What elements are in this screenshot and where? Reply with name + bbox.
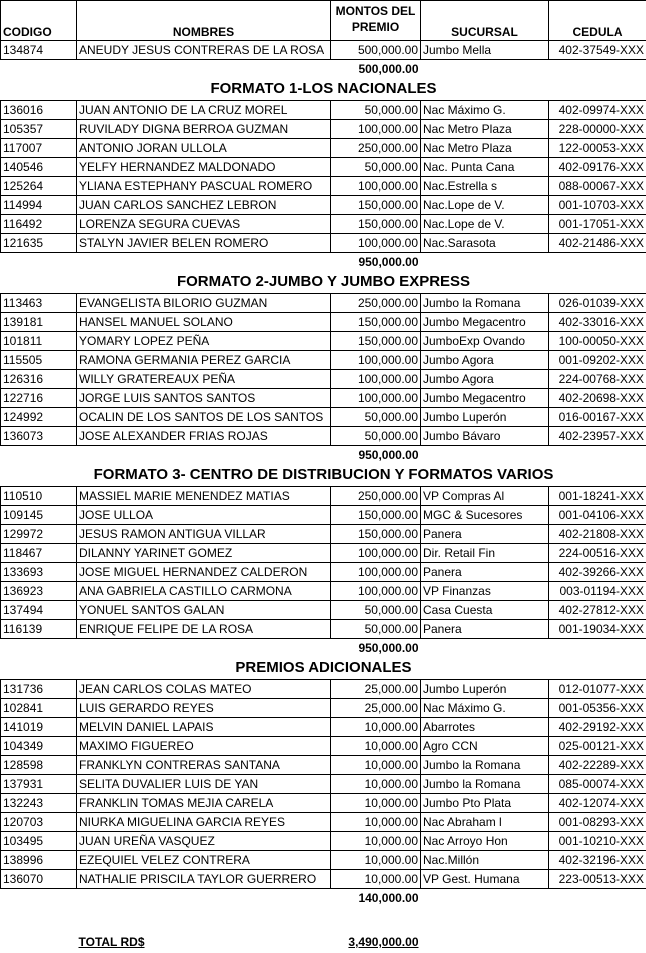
subtotal-empty bbox=[77, 60, 331, 79]
table-row bbox=[1, 120, 646, 139]
section-title-row bbox=[1, 78, 646, 101]
codigo-cell: 129972 bbox=[1, 525, 77, 544]
monto-cell: 25,000.00 bbox=[331, 699, 421, 718]
table-row bbox=[1, 544, 646, 563]
subtotal-value: 140,000.00 bbox=[358, 891, 419, 905]
codigo-cell: 122716 bbox=[1, 389, 77, 408]
cedula-cell: 001-18241-XXX bbox=[549, 487, 646, 506]
monto-cell: 500,000.00 bbox=[331, 41, 421, 60]
header-cedula: CEDULA bbox=[549, 1, 646, 41]
codigo-cell: 131736 bbox=[1, 680, 77, 699]
codigo-cell: 114994 bbox=[1, 196, 77, 215]
spacer-cell bbox=[1, 907, 646, 933]
sucursal-cell: Agro CCN bbox=[421, 737, 549, 756]
cedula-cell: 001-10210-XXX bbox=[549, 832, 646, 851]
codigo-cell: 101811 bbox=[1, 332, 77, 351]
table-row bbox=[1, 370, 646, 389]
sucursal-cell: Jumbo Agora bbox=[421, 351, 549, 370]
sucursal-cell: Nac Abraham l bbox=[421, 813, 549, 832]
subtotal-empty bbox=[421, 446, 549, 465]
nombre-cell: RUVILADY DIGNA BERROA GUZMAN bbox=[77, 120, 331, 139]
codigo-cell: 139181 bbox=[1, 313, 77, 332]
monto-cell: 100,000.00 bbox=[331, 563, 421, 582]
codigo-cell: 138996 bbox=[1, 851, 77, 870]
cedula-cell: 402-27812-XXX bbox=[549, 601, 646, 620]
monto-cell: 100,000.00 bbox=[331, 351, 421, 370]
total-empty bbox=[421, 933, 549, 951]
total-empty bbox=[1, 933, 77, 951]
table-row bbox=[1, 294, 646, 313]
sucursal-cell: Jumbo Megacentro bbox=[421, 389, 549, 408]
nombre-cell: RAMONA GERMANIA PEREZ GARCIA bbox=[77, 351, 331, 370]
sucursal-cell: Casa Cuesta bbox=[421, 601, 549, 620]
monto-cell: 50,000.00 bbox=[331, 101, 421, 120]
monto-cell: 50,000.00 bbox=[331, 601, 421, 620]
cedula-cell: 402-12074-XXX bbox=[549, 794, 646, 813]
section-title: FORMATO 2-JUMBO Y JUMBO EXPRESS bbox=[176, 273, 471, 290]
codigo-cell: 141019 bbox=[1, 718, 77, 737]
monto-cell: 150,000.00 bbox=[331, 313, 421, 332]
monto-cell: 150,000.00 bbox=[331, 196, 421, 215]
codigo-cell: 116492 bbox=[1, 215, 77, 234]
table-row bbox=[1, 620, 646, 639]
section-title: PREMIOS ADICIONALES bbox=[235, 659, 412, 676]
cedula-cell: 402-33016-XXX bbox=[549, 313, 646, 332]
subtotal-empty bbox=[549, 446, 646, 465]
nombre-cell: ENRIQUE FELIPE DE LA ROSA bbox=[77, 620, 331, 639]
monto-cell: 100,000.00 bbox=[331, 544, 421, 563]
subtotal-row bbox=[1, 446, 646, 465]
header-montos bbox=[331, 1, 421, 41]
cedula-cell: 100-00050-XXX bbox=[549, 332, 646, 351]
subtotal-empty bbox=[549, 639, 646, 658]
nombre-cell: JUAN CARLOS SANCHEZ LEBRON bbox=[77, 196, 331, 215]
section-title: FORMATO 1-LOS NACIONALES bbox=[210, 80, 437, 97]
cedula-cell: 001-09202-XXX bbox=[549, 351, 646, 370]
nombre-cell: LORENZA SEGURA CUEVAS bbox=[77, 215, 331, 234]
sucursal-cell: Jumbo Luperón bbox=[421, 408, 549, 427]
monto-cell: 50,000.00 bbox=[331, 158, 421, 177]
cedula-cell: 025-00121-XXX bbox=[549, 737, 646, 756]
nombre-cell: WILLY GRATEREAUX PEÑA bbox=[77, 370, 331, 389]
nombre-cell: JORGE LUIS SANTOS SANTOS bbox=[77, 389, 331, 408]
codigo-cell: 136016 bbox=[1, 101, 77, 120]
nombre-cell: HANSEL MANUEL SOLANO bbox=[77, 313, 331, 332]
subtotal-value: 500,000.00 bbox=[358, 62, 419, 76]
spacer-row bbox=[1, 907, 646, 933]
subtotal-empty bbox=[77, 639, 331, 658]
cedula-cell: 402-39266-XXX bbox=[549, 563, 646, 582]
cedula-cell: 402-09176-XXX bbox=[549, 158, 646, 177]
table-row bbox=[1, 870, 646, 889]
monto-cell: 25,000.00 bbox=[331, 680, 421, 699]
header-nombres: NOMBRES bbox=[77, 1, 331, 41]
table-row bbox=[1, 139, 646, 158]
monto-cell: 50,000.00 bbox=[331, 427, 421, 446]
nombre-cell: YLIANA ESTEPHANY PASCUAL ROMERO bbox=[77, 177, 331, 196]
cedula-cell: 402-29192-XXX bbox=[549, 718, 646, 737]
codigo-cell: 121635 bbox=[1, 234, 77, 253]
monto-cell: 10,000.00 bbox=[331, 813, 421, 832]
codigo-cell: 126316 bbox=[1, 370, 77, 389]
table-row bbox=[1, 601, 646, 620]
subtotal-empty bbox=[1, 253, 77, 272]
cedula-cell: 088-00067-XXX bbox=[549, 177, 646, 196]
sucursal-cell: Jumbo Pto Plata bbox=[421, 794, 549, 813]
sucursal-cell: Nac Metro Plaza bbox=[421, 139, 549, 158]
monto-cell: 100,000.00 bbox=[331, 389, 421, 408]
subtotal-empty bbox=[549, 889, 646, 908]
cedula-cell: 402-09974-XXX bbox=[549, 101, 646, 120]
nombre-cell: OCALIN DE LOS SANTOS DE LOS SANTOS bbox=[77, 408, 331, 427]
table-row bbox=[1, 427, 646, 446]
nombre-cell: YELFY HERNANDEZ MALDONADO bbox=[77, 158, 331, 177]
table-row bbox=[1, 41, 646, 60]
monto-cell: 10,000.00 bbox=[331, 775, 421, 794]
section-title-row bbox=[1, 464, 646, 487]
monto-cell: 100,000.00 bbox=[331, 177, 421, 196]
codigo-cell: 118467 bbox=[1, 544, 77, 563]
cedula-cell: 228-00000-XXX bbox=[549, 120, 646, 139]
sucursal-cell: VP Compras Al bbox=[421, 487, 549, 506]
table-row bbox=[1, 351, 646, 370]
monto-cell: 10,000.00 bbox=[331, 851, 421, 870]
codigo-cell: 115505 bbox=[1, 351, 77, 370]
codigo-cell: 116139 bbox=[1, 620, 77, 639]
total-value: 3,490,000.00 bbox=[348, 935, 419, 949]
codigo-cell: 136073 bbox=[1, 427, 77, 446]
subtotal-value: 950,000.00 bbox=[358, 255, 419, 269]
subtotal-row bbox=[1, 253, 646, 272]
table-row bbox=[1, 487, 646, 506]
cedula-cell: 016-00167-XXX bbox=[549, 408, 646, 427]
header-sucursal: SUCURSAL bbox=[421, 1, 549, 41]
nombre-cell: STALYN JAVIER BELEN ROMERO bbox=[77, 234, 331, 253]
sucursal-cell: Jumbo la Romana bbox=[421, 294, 549, 313]
subtotal-empty bbox=[77, 446, 331, 465]
monto-cell: 10,000.00 bbox=[331, 737, 421, 756]
nombre-cell: FRANKLYN CONTRERAS SANTANA bbox=[77, 756, 331, 775]
subtotal-value: 950,000.00 bbox=[358, 641, 419, 655]
subtotal-empty bbox=[421, 60, 549, 79]
subtotal-empty bbox=[549, 253, 646, 272]
subtotal-empty bbox=[1, 60, 77, 79]
table-row bbox=[1, 794, 646, 813]
nombre-cell: JUAN UREÑA VASQUEZ bbox=[77, 832, 331, 851]
table-row bbox=[1, 313, 646, 332]
total-label: TOTAL RD$ bbox=[78, 935, 145, 949]
nombre-cell: LUIS GERARDO REYES bbox=[77, 699, 331, 718]
cedula-cell: 003-01194-XXX bbox=[549, 582, 646, 601]
subtotal-empty bbox=[1, 639, 77, 658]
table-row bbox=[1, 177, 646, 196]
table-row bbox=[1, 699, 646, 718]
table-row bbox=[1, 215, 646, 234]
monto-cell: 50,000.00 bbox=[331, 408, 421, 427]
table-row bbox=[1, 506, 646, 525]
nombre-cell: MAXIMO FIGUEREO bbox=[77, 737, 331, 756]
nombre-cell: EZEQUIEL VELEZ CONTRERA bbox=[77, 851, 331, 870]
table-row bbox=[1, 832, 646, 851]
sucursal-cell: JumboExp Ovando bbox=[421, 332, 549, 351]
subtotal-empty bbox=[1, 889, 77, 908]
sucursal-cell: Dir. Retail Fin bbox=[421, 544, 549, 563]
subtotal-empty bbox=[549, 60, 646, 79]
sucursal-cell: Nac.Sarasota bbox=[421, 234, 549, 253]
nombre-cell: JUAN ANTONIO DE LA CRUZ MOREL bbox=[77, 101, 331, 120]
cedula-cell: 224-00516-XXX bbox=[549, 544, 646, 563]
codigo-cell: 132243 bbox=[1, 794, 77, 813]
sucursal-cell: Jumbo la Romana bbox=[421, 756, 549, 775]
sucursal-cell: Jumbo Mella bbox=[421, 41, 549, 60]
codigo-cell: 133693 bbox=[1, 563, 77, 582]
sucursal-cell: Nac Metro Plaza bbox=[421, 120, 549, 139]
table-row bbox=[1, 234, 646, 253]
table-row bbox=[1, 582, 646, 601]
monto-cell: 100,000.00 bbox=[331, 234, 421, 253]
cedula-cell: 402-21808-XXX bbox=[549, 525, 646, 544]
codigo-cell: 117007 bbox=[1, 139, 77, 158]
table-row bbox=[1, 756, 646, 775]
sucursal-cell: Nac.Estrella s bbox=[421, 177, 549, 196]
codigo-cell: 105357 bbox=[1, 120, 77, 139]
cedula-cell: 402-22289-XXX bbox=[549, 756, 646, 775]
cedula-cell: 012-01077-XXX bbox=[549, 680, 646, 699]
sucursal-cell: Nac.Millón bbox=[421, 851, 549, 870]
cedula-cell: 223-00513-XXX bbox=[549, 870, 646, 889]
nombre-cell: JEAN CARLOS COLAS MATEO bbox=[77, 680, 331, 699]
cedula-cell: 402-20698-XXX bbox=[549, 389, 646, 408]
monto-cell: 100,000.00 bbox=[331, 120, 421, 139]
monto-cell: 150,000.00 bbox=[331, 332, 421, 351]
sucursal-cell: Jumbo Agora bbox=[421, 370, 549, 389]
codigo-cell: 128598 bbox=[1, 756, 77, 775]
cedula-cell: 001-17051-XXX bbox=[549, 215, 646, 234]
monto-cell: 250,000.00 bbox=[331, 139, 421, 158]
sucursal-cell: Jumbo Bávaro bbox=[421, 427, 549, 446]
nombre-cell: ANTONIO JORAN ULLOLA bbox=[77, 139, 331, 158]
table-row bbox=[1, 158, 646, 177]
table-row bbox=[1, 101, 646, 120]
monto-cell: 50,000.00 bbox=[331, 620, 421, 639]
nombre-cell: YONUEL SANTOS GALAN bbox=[77, 601, 331, 620]
sucursal-cell: VP Gest. Humana bbox=[421, 870, 549, 889]
total-row bbox=[1, 933, 646, 951]
subtotal-empty bbox=[421, 639, 549, 658]
nombre-cell: NIURKA MIGUELINA GARCIA REYES bbox=[77, 813, 331, 832]
subtotal-row bbox=[1, 889, 646, 908]
header-montos-line2: PREMIO bbox=[351, 20, 400, 34]
codigo-cell: 104349 bbox=[1, 737, 77, 756]
nombre-cell: MASSIEL MARIE MENENDEZ MATIAS bbox=[77, 487, 331, 506]
cedula-cell: 224-00768-XXX bbox=[549, 370, 646, 389]
sucursal-cell: Nac.Lope de V. bbox=[421, 215, 549, 234]
table-row bbox=[1, 718, 646, 737]
cedula-cell: 402-37549-XXX bbox=[549, 41, 646, 60]
table-row bbox=[1, 408, 646, 427]
subtotal-row bbox=[1, 639, 646, 658]
table-row bbox=[1, 775, 646, 794]
monto-cell: 10,000.00 bbox=[331, 794, 421, 813]
table-row bbox=[1, 737, 646, 756]
codigo-cell: 120703 bbox=[1, 813, 77, 832]
sucursal-cell: Nac Máximo G. bbox=[421, 699, 549, 718]
header-montos-line1: MONTOS DEL bbox=[335, 4, 416, 18]
nombre-cell: JOSE ULLOA bbox=[77, 506, 331, 525]
cedula-cell: 001-05356-XXX bbox=[549, 699, 646, 718]
monto-cell: 150,000.00 bbox=[331, 215, 421, 234]
cedula-cell: 001-08293-XXX bbox=[549, 813, 646, 832]
sucursal-cell: VP Finanzas bbox=[421, 582, 549, 601]
table-row bbox=[1, 196, 646, 215]
monto-cell: 250,000.00 bbox=[331, 487, 421, 506]
section-title-row bbox=[1, 271, 646, 294]
cedula-cell: 085-00074-XXX bbox=[549, 775, 646, 794]
sucursal-cell: Jumbo la Romana bbox=[421, 775, 549, 794]
monto-cell: 150,000.00 bbox=[331, 506, 421, 525]
sucursal-cell: Jumbo Luperón bbox=[421, 680, 549, 699]
nombre-cell: FRANKLIN TOMAS MEJIA CARELA bbox=[77, 794, 331, 813]
section-title: FORMATO 3- CENTRO DE DISTRIBUCION Y FORMATOS VARIOS bbox=[93, 466, 554, 483]
cedula-cell: 402-21486-XXX bbox=[549, 234, 646, 253]
monto-cell: 100,000.00 bbox=[331, 582, 421, 601]
cedula-cell: 122-00053-XXX bbox=[549, 139, 646, 158]
subtotal-empty bbox=[77, 253, 331, 272]
monto-cell: 10,000.00 bbox=[331, 870, 421, 889]
cedula-cell: 402-23957-XXX bbox=[549, 427, 646, 446]
codigo-cell: 102841 bbox=[1, 699, 77, 718]
codigo-cell: 136070 bbox=[1, 870, 77, 889]
cedula-cell: 026-01039-XXX bbox=[549, 294, 646, 313]
cedula-cell: 001-19034-XXX bbox=[549, 620, 646, 639]
monto-cell: 100,000.00 bbox=[331, 370, 421, 389]
codigo-cell: 137931 bbox=[1, 775, 77, 794]
header-row bbox=[1, 1, 646, 41]
nombre-cell: DILANNY YARINET GOMEZ bbox=[77, 544, 331, 563]
subtotal-empty bbox=[421, 889, 549, 908]
sucursal-cell: Panera bbox=[421, 563, 549, 582]
subtotal-empty bbox=[77, 889, 331, 908]
sucursal-cell: Abarrotes bbox=[421, 718, 549, 737]
table-row bbox=[1, 389, 646, 408]
monto-cell: 10,000.00 bbox=[331, 756, 421, 775]
nombre-cell: JOSE ALEXANDER FRIAS ROJAS bbox=[77, 427, 331, 446]
nombre-cell: MELVIN DANIEL LAPAIS bbox=[77, 718, 331, 737]
codigo-cell: 125264 bbox=[1, 177, 77, 196]
sucursal-cell: Nac.Lope de V. bbox=[421, 196, 549, 215]
codigo-cell: 134874 bbox=[1, 41, 77, 60]
nombre-cell: JESUS RAMON ANTIGUA VILLAR bbox=[77, 525, 331, 544]
nombre-cell: ANEUDY JESUS CONTRERAS DE LA ROSA bbox=[77, 41, 331, 60]
table-row bbox=[1, 525, 646, 544]
codigo-cell: 103495 bbox=[1, 832, 77, 851]
nombre-cell: EVANGELISTA BILORIO GUZMAN bbox=[77, 294, 331, 313]
monto-cell: 250,000.00 bbox=[331, 294, 421, 313]
nombre-cell: SELITA DUVALIER LUIS DE YAN bbox=[77, 775, 331, 794]
sucursal-cell: Nac. Punta Cana bbox=[421, 158, 549, 177]
sucursal-cell: Jumbo Megacentro bbox=[421, 313, 549, 332]
sucursal-cell: Panera bbox=[421, 620, 549, 639]
codigo-cell: 137494 bbox=[1, 601, 77, 620]
subtotal-empty bbox=[1, 446, 77, 465]
codigo-cell: 124992 bbox=[1, 408, 77, 427]
subtotal-empty bbox=[421, 253, 549, 272]
codigo-cell: 113463 bbox=[1, 294, 77, 313]
cedula-cell: 001-10703-XXX bbox=[549, 196, 646, 215]
prize-table-body bbox=[1, 1, 646, 952]
cedula-cell: 001-04106-XXX bbox=[549, 506, 646, 525]
subtotal-row bbox=[1, 60, 646, 79]
nombre-cell: ANA GABRIELA CASTILLO CARMONA bbox=[77, 582, 331, 601]
header-codigo: CODIGO bbox=[1, 1, 77, 41]
table-row bbox=[1, 851, 646, 870]
section-title-row bbox=[1, 657, 646, 680]
sucursal-cell: Panera bbox=[421, 525, 549, 544]
table-row bbox=[1, 680, 646, 699]
nombre-cell: JOSE MIGUEL HERNANDEZ CALDERON bbox=[77, 563, 331, 582]
codigo-cell: 136923 bbox=[1, 582, 77, 601]
monto-cell: 10,000.00 bbox=[331, 718, 421, 737]
monto-cell: 150,000.00 bbox=[331, 525, 421, 544]
codigo-cell: 140546 bbox=[1, 158, 77, 177]
sucursal-cell: Nac Arroyo Hon bbox=[421, 832, 549, 851]
table-row bbox=[1, 563, 646, 582]
table-row bbox=[1, 332, 646, 351]
cedula-cell: 402-32196-XXX bbox=[549, 851, 646, 870]
table-row bbox=[1, 813, 646, 832]
sucursal-cell: Nac Máximo G. bbox=[421, 101, 549, 120]
codigo-cell: 110510 bbox=[1, 487, 77, 506]
total-empty bbox=[549, 933, 646, 951]
nombre-cell: NATHALIE PRISCILA TAYLOR GUERRERO bbox=[77, 870, 331, 889]
sucursal-cell: MGC & Sucesores bbox=[421, 506, 549, 525]
monto-cell: 10,000.00 bbox=[331, 832, 421, 851]
subtotal-value: 950,000.00 bbox=[358, 448, 419, 462]
codigo-cell: 109145 bbox=[1, 506, 77, 525]
nombre-cell: YOMARY LOPEZ PEÑA bbox=[77, 332, 331, 351]
